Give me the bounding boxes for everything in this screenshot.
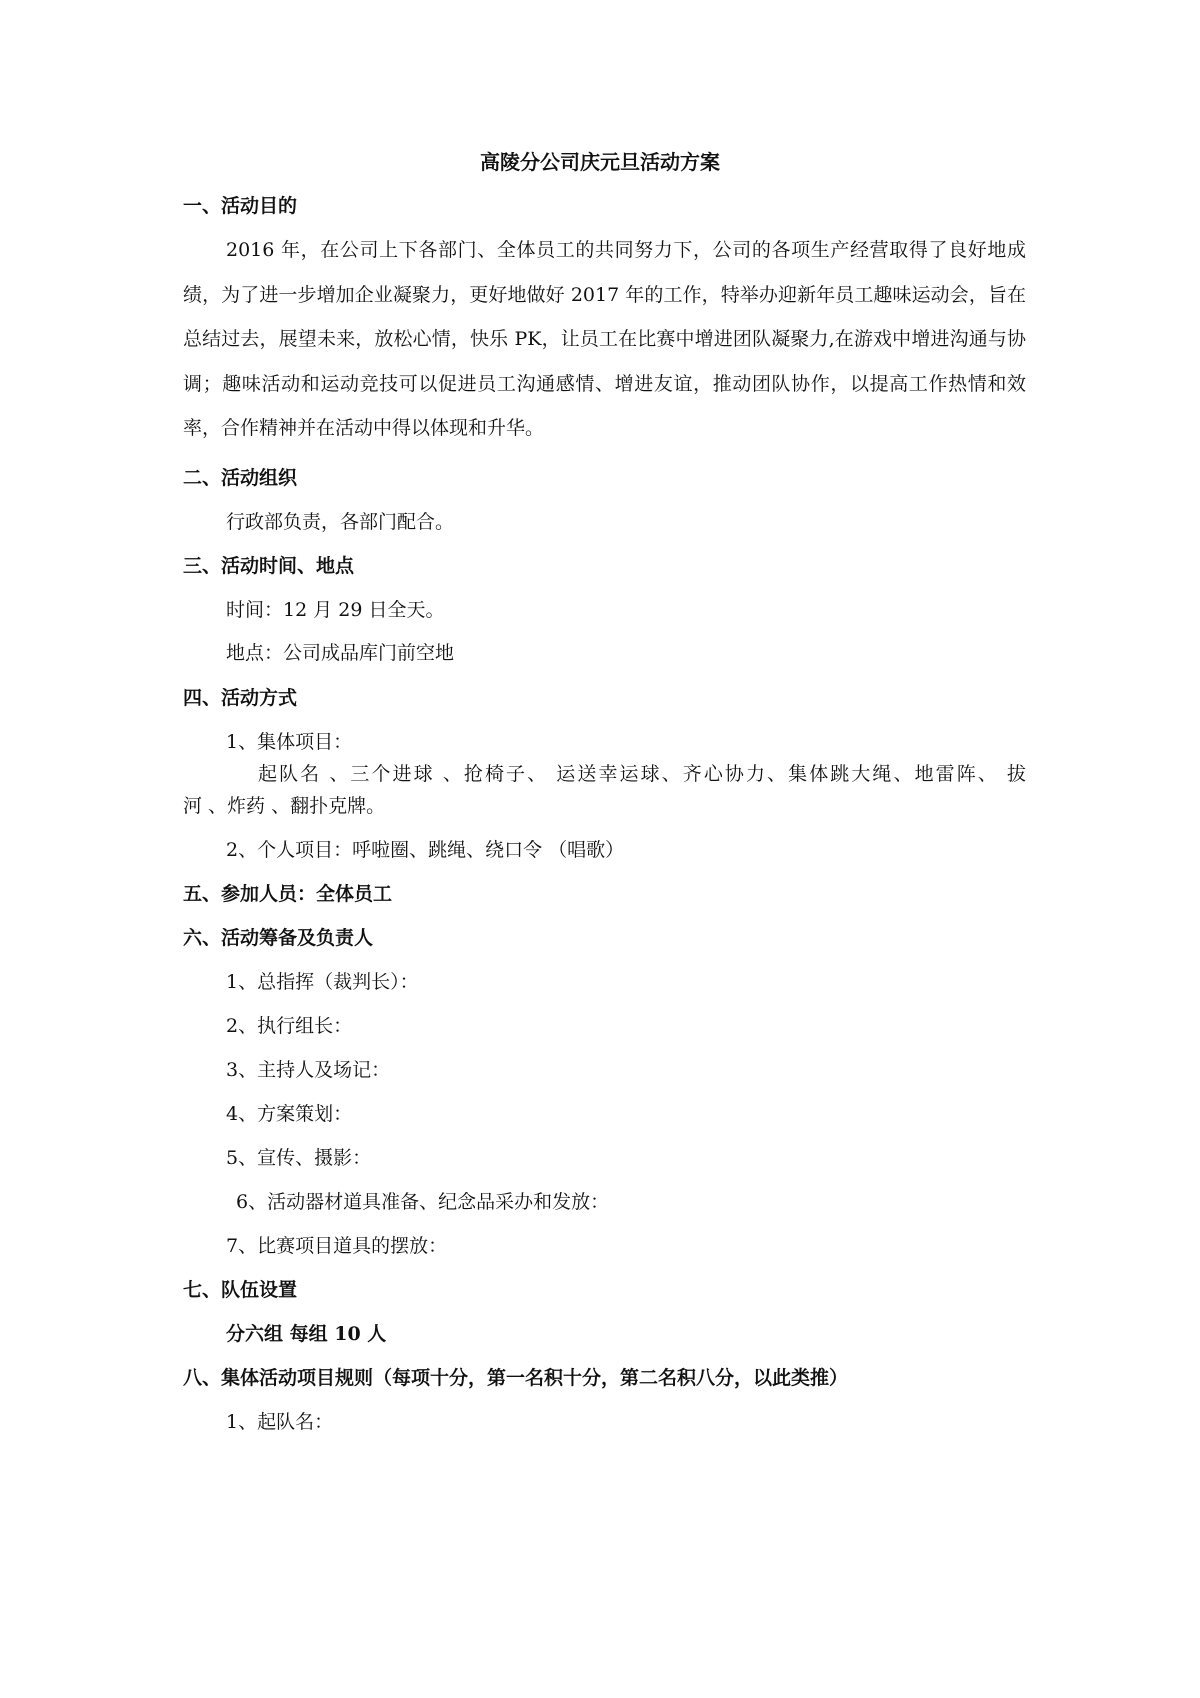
rules-item: 1、起队名： [226,1411,334,1433]
section-heading-participants: 五、参加人员：全体员工 [183,883,393,905]
preparation-item: 6、活动器材道具准备、纪念品采办和发放： [236,1191,610,1213]
preparation-item: 5、宣传、摄影： [226,1147,372,1169]
purpose-paragraph: 2016 年，在公司上下各部门、全体员工的共同努力下，公司的各项生产经营取得了良好地成绩，为了进一步增加企业凝聚力，更好地做好 2017 年的工作，特举办迎新年员工趣味运动会，旨在总结过去，展望未来，放松心情，快乐 PK，让员工在比赛中增进团队凝聚力,在游戏中增进沟通与协调；趣味活动和运动竞技可以促进员工沟通感情、增进友谊，推动团队协作，以提高工作热情和效率，合作精神并在活动中得以体现和升华。 [183,239,1026,439]
time-text: 时间：12 月 29 日全天。 [226,599,445,621]
group-items-label: 1、集体项目： [226,731,353,753]
section-heading-method: 四、活动方式 [183,687,298,709]
section-heading-time-place: 三、活动时间、地点 [183,555,355,577]
section-heading-rules: 八、集体活动项目规则（每项十分，第一名积十分，第二名积八分，以此类推） [183,1367,849,1389]
preparation-item: 4、方案策划： [226,1103,353,1125]
section-heading-organization: 二、活动组织 [183,467,298,489]
place-text: 地点：公司成品库门前空地 [226,642,455,664]
group-items-line-2: 河 、炸药 、翻扑克牌。 [183,795,386,817]
section-heading-preparation: 六、活动筹备及负责人 [183,927,374,949]
preparation-item: 1、总指挥（裁判长）： [226,971,419,993]
individual-items: 2、个人项目：呼啦圈、跳绳、绕口令 （唱歌） [226,839,625,861]
organization-text: 行政部负责，各部门配合。 [226,511,455,533]
teams-text: 分六组 每组 10 人 [226,1323,387,1345]
section-heading-purpose: 一、活动目的 [183,195,298,217]
document-title: 高陵分公司庆元旦活动方案 [480,150,720,174]
group-items-line-1: 起队名 、三个进球 、抢椅子、 运送幸运球、齐心协力、集体跳大绳、地雷阵、 拔 [258,763,1026,785]
preparation-item: 3、主持人及场记： [226,1059,391,1081]
preparation-item: 2、执行组长： [226,1015,353,1037]
preparation-item: 7、比赛项目道具的摆放： [226,1235,448,1257]
section-heading-teams: 七、队伍设置 [183,1279,298,1301]
